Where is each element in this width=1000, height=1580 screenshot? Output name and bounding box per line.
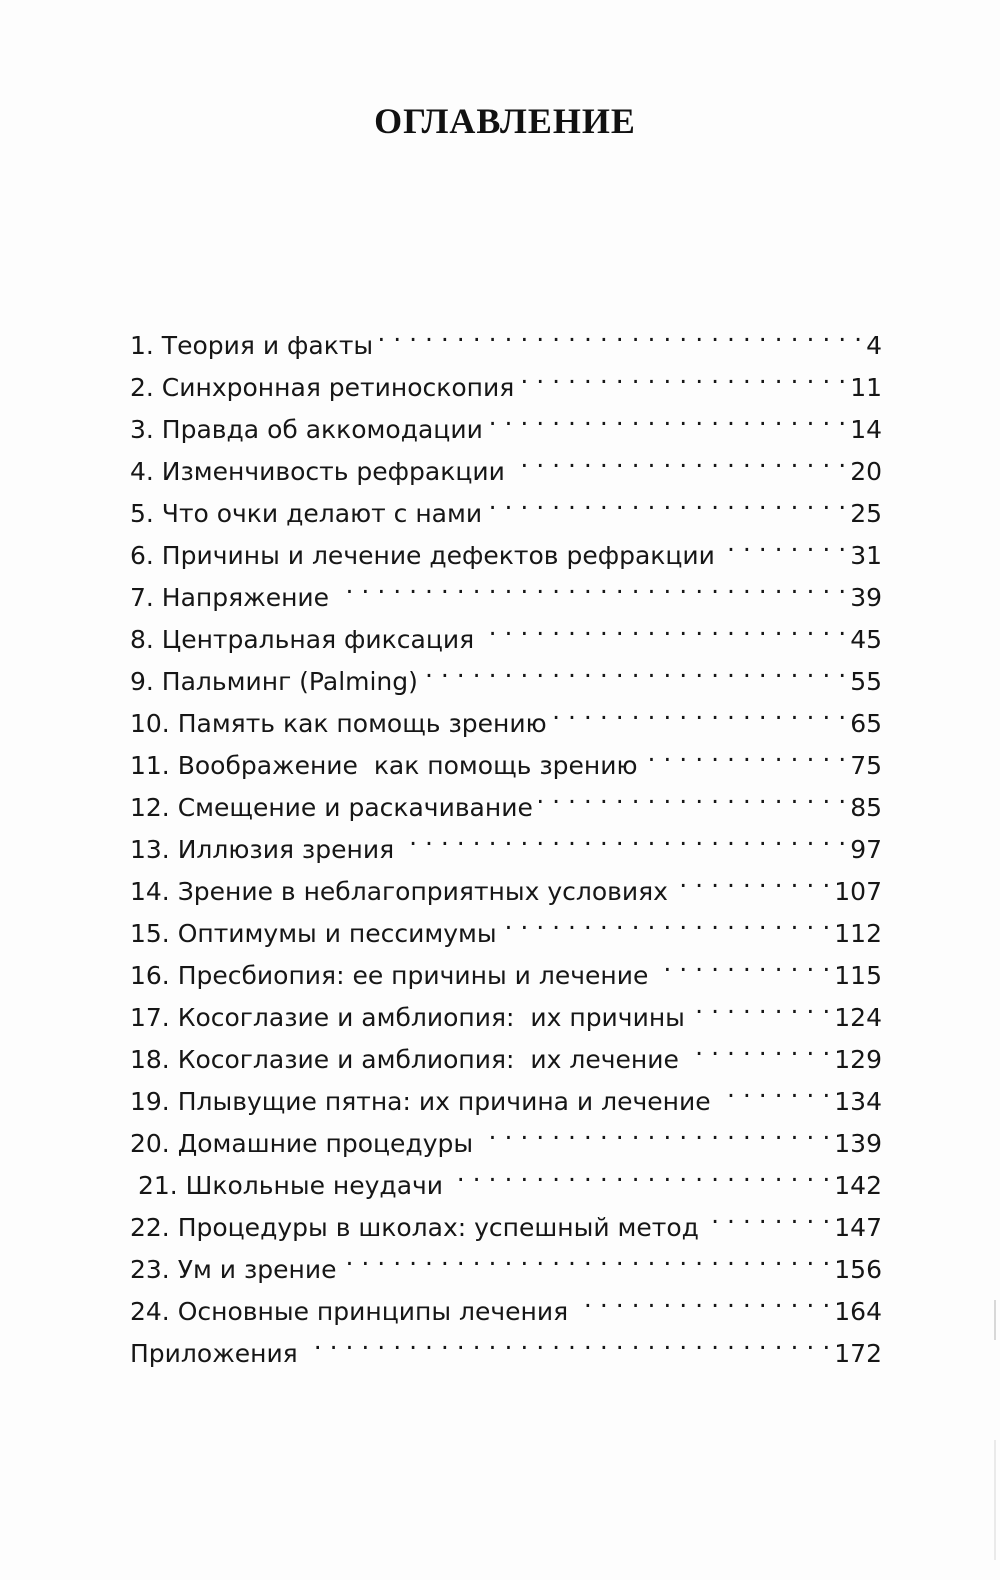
toc-entry-title: 19. Плывущие пятна: их причина и лечение [130, 1087, 711, 1116]
dot-leader [691, 984, 830, 1026]
toc-entry-title: 14. Зрение в неблагоприятных условиях [130, 877, 668, 906]
toc-entry-page: 134 [834, 1087, 882, 1116]
dot-leader [553, 690, 847, 732]
toc-entry-title: 9. Пальминг (Palming) [130, 667, 418, 696]
dot-leader [424, 648, 846, 690]
dot-leader [574, 1278, 830, 1320]
toc-entry-page: 164 [834, 1297, 882, 1326]
dot-leader [721, 522, 846, 564]
dot-leader [480, 606, 846, 648]
toc-entry-page: 14 [850, 415, 882, 444]
toc-entry-page: 20 [850, 457, 882, 486]
toc-entry-page: 156 [834, 1255, 882, 1284]
toc-entry-title: Приложения [130, 1339, 298, 1368]
toc-entry-page: 75 [850, 751, 882, 780]
toc-entry-title: 23. Ум и зрение [130, 1255, 337, 1284]
toc-entry-page: 124 [834, 1003, 882, 1032]
toc-entry-page: 4 [866, 331, 882, 360]
toc-entry-page: 129 [834, 1045, 882, 1074]
dot-leader [488, 480, 846, 522]
dot-leader [654, 942, 830, 984]
toc-entry-title: 8. Центральная фиксация [130, 625, 475, 654]
table-of-contents [130, 312, 882, 1368]
toc-entry-title: 1. Теория и факты [130, 331, 374, 360]
toc-entry-title: 24. Основные принципы лечения [130, 1297, 569, 1326]
toc-entry-page: 11 [850, 373, 882, 402]
toc-entry-title: 18. Косоглазие и амблиопия: их лечение [130, 1045, 679, 1074]
dot-leader [539, 774, 846, 816]
toc-entry-page: 55 [850, 667, 882, 696]
toc-entry-title: 20. Домашние процедуры [130, 1129, 474, 1158]
toc-entry-page: 115 [834, 961, 882, 990]
toc-entry-page: 31 [850, 541, 882, 570]
toc-entry-page: 107 [834, 877, 882, 906]
toc-entry-page: 65 [850, 709, 882, 738]
dot-leader [335, 564, 846, 606]
dot-leader [705, 1194, 830, 1236]
scan-edge-mark [994, 1300, 996, 1340]
dot-leader [342, 1236, 830, 1278]
dot-leader [503, 900, 831, 942]
toc-entry-title: 17. Косоглазие и амблиопия: их причины [130, 1003, 685, 1032]
toc-entry[interactable] [130, 312, 882, 360]
toc-entry-page: 39 [850, 583, 882, 612]
toc-entry-title: 10. Память как помощь зрению [130, 709, 547, 738]
toc-entry-page: 142 [834, 1171, 882, 1200]
toc-entry-title: 6. Причины и лечение дефектов рефракции [130, 541, 715, 570]
scan-edge-mark [994, 1440, 996, 1560]
dot-leader [674, 858, 830, 900]
dot-leader [520, 354, 846, 396]
toc-entry-page: 25 [850, 499, 882, 528]
dot-leader [489, 396, 846, 438]
toc-entry-title: 21. Школьные неудачи [130, 1171, 444, 1200]
toc-entry-page: 85 [850, 793, 882, 822]
toc-entry-title: 11. Воображение как помощь зрению [130, 751, 638, 780]
toc-entry-title: 2. Синхронная ретиноскопия [130, 373, 515, 402]
toc-entry-title: 4. Изменчивость рефракции [130, 457, 505, 486]
toc-entry-title: 15. Оптимумы и пессимумы [130, 919, 497, 948]
toc-entry-title: 13. Иллюзия зрения [130, 835, 395, 864]
dot-leader [400, 816, 846, 858]
toc-entry-title: 7. Напряжение [130, 583, 330, 612]
toc-entry-title: 16. Пресбиопия: ее причины и лечение [130, 961, 649, 990]
page-title: ОГЛАВЛЕНИЕ [374, 101, 636, 141]
toc-entry-page: 139 [834, 1129, 882, 1158]
dot-leader [304, 1320, 831, 1362]
dot-leader [511, 438, 846, 480]
dot-leader [379, 312, 862, 354]
toc-entry-page: 172 [834, 1339, 882, 1368]
dot-leader [449, 1152, 830, 1194]
toc-entry-page: 97 [850, 835, 882, 864]
toc-entry-page: 147 [834, 1213, 882, 1242]
toc-entry-title: 22. Процедуры в школах: успешный метод [130, 1213, 699, 1242]
toc-entry-title: 3. Правда об аккомодации [130, 415, 483, 444]
toc-entry-title: 5. Что очки делают с нами [130, 499, 483, 528]
dot-leader [644, 732, 847, 774]
dot-leader [479, 1110, 830, 1152]
dot-leader [685, 1026, 830, 1068]
toc-entry-title: 12. Смещение и раскачивание [130, 793, 533, 822]
toc-entry-page: 45 [850, 625, 882, 654]
dot-leader [717, 1068, 831, 1110]
toc-entry-page: 112 [834, 919, 882, 948]
